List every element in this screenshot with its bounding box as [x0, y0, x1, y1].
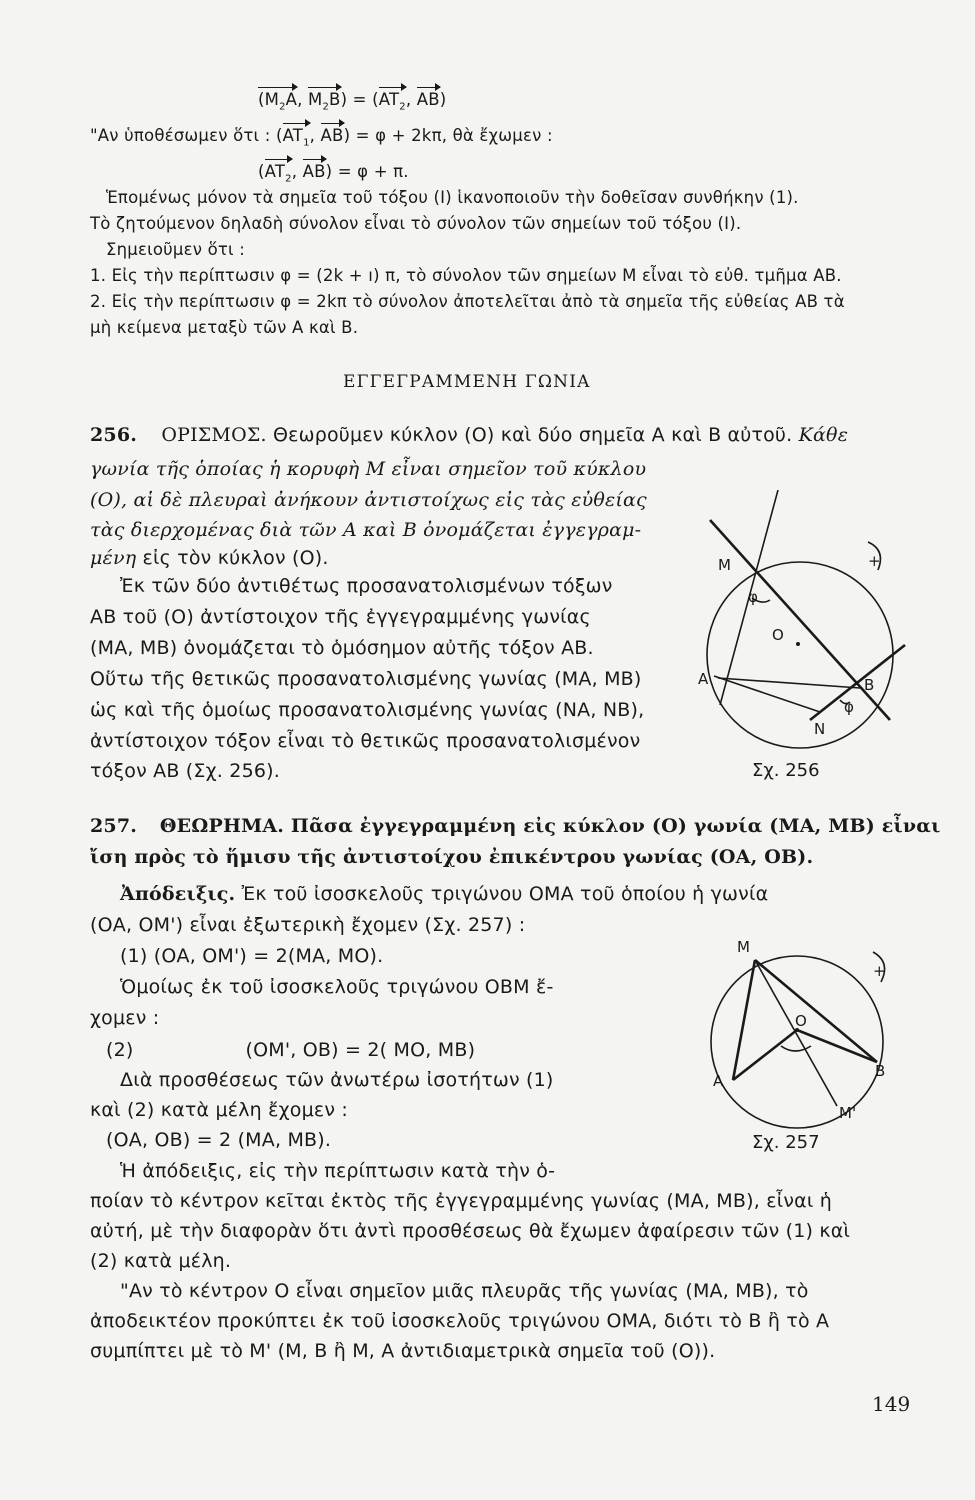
- figure-256-line-mb: [710, 520, 890, 720]
- vector-ab-2: AB: [320, 126, 344, 145]
- vector-m2b: $M_2B$: [308, 90, 341, 113]
- figure-257-line-mm: [755, 960, 837, 1106]
- section-257-proof-1: Ἀπόδειξις. Ἐκ τοῦ ἰσοσκελοῦς τριγώνου ΟΜΑ τοῦ ὁποίου ἡ γωνία: [120, 883, 769, 905]
- page-number: 149: [872, 1392, 911, 1416]
- section-256-line-9: Οὕτω τῆς θετικῶς προσανατολισμένης γωνίας (ΜΑ, ΜΒ): [90, 668, 642, 690]
- section-257-proof-8: ποίαν τὸ κέντρον κεῖται ἐκτὸς τῆς ἐγγεγραμμένης γωνίας (ΜΑ, ΜΒ), εἶναι ἡ: [90, 1190, 832, 1212]
- figure-256-line-ab: [718, 678, 860, 688]
- figure-256: [690, 490, 910, 780]
- figure-257-caption: Σχ. 257: [752, 1132, 820, 1153]
- vector-ab: AB: [416, 90, 440, 109]
- figure-257: [705, 930, 905, 1160]
- intro-para-3: Σημειοῦμεν ὅτι :: [106, 240, 246, 259]
- intro-para-1: Ἑπομένως μόνον τὰ σημεῖα τοῦ τόξου (Ι) ἱκανοποιοῦν τὴν δοθεῖσαν συνθήκην (1).: [106, 188, 799, 207]
- vector-m2a: ($M_2A$: [258, 90, 298, 113]
- vector-at2-b: $AT_2$: [264, 162, 292, 185]
- figure-256-line-nb: [810, 645, 905, 720]
- figure-256-label-a: Α: [698, 670, 709, 688]
- figure-256-label-b: Β: [864, 676, 875, 694]
- section-256-line-8: (ΜΑ, ΜΒ) ὀνομάζεται τὸ ὁμόσημον αὐτῆς τόξον ΑΒ.: [90, 637, 594, 659]
- figure-256-circle: [707, 562, 893, 748]
- intro-result-line: ($AT_2$, AB) = φ + π.: [258, 162, 409, 185]
- section-256-line-12: τόξον ΑΒ (Σχ. 256).: [90, 760, 280, 782]
- intro-case-2: 2. Εἰς τὴν περίπτωσιν φ = 2kπ τὸ σύνολον ἀποτελεῖται ἀπὸ τὰ σημεῖα τῆς εὐθείας ΑΒ τὰ: [90, 292, 845, 311]
- intro-para-2: Τὸ ζητούμενον δηλαδὴ σύνολον εἶναι τὸ σύνολον τῶν σημείων τοῦ τόξου (Ι).: [90, 214, 742, 233]
- section-256-line-6: Ἐκ τῶν δύο ἀντιθέτως προσανατολισμένων τόξων: [120, 575, 613, 597]
- section-256-line-1: 256. ΟΡΙΣΜΟΣ. Θεωροῦμεν κύκλον (Ο) καὶ δύο σημεῖα Α καὶ Β αὐτοῦ. Κάθε: [90, 424, 849, 446]
- figure-257-line-ma: [733, 960, 755, 1080]
- figure-257-label-m: Μ: [737, 938, 750, 956]
- section-256-number: 256.: [90, 424, 138, 446]
- section-256-line-3: (Ο), αἱ δὲ πλευραὶ ἀνήκουν ἀντιστοίχως εἰς τὰς εὐθείας: [90, 489, 647, 511]
- section-257-line-1: 257. ΘΕΩΡΗΜΑ. Πᾶσα ἐγγεγραμμένη εἰς κύκλον (Ο) γωνία (ΜΑ, ΜΒ) εἶναι: [90, 815, 941, 837]
- figure-257-label-mprime: Μ': [839, 1104, 857, 1122]
- figure-257-circle: [711, 956, 886, 1128]
- section-256-line-7: ΑΒ τοῦ (Ο) ἀντίστοιχον τῆς ἐγγεγραμμένης γωνίας: [90, 606, 591, 628]
- figure-256-label-phi-1: φ: [748, 588, 758, 606]
- section-257-number: 257.: [90, 815, 138, 837]
- figure-257-label-o: Ο: [795, 1012, 807, 1030]
- figure-256-label-n: Ν: [814, 720, 826, 738]
- section-256-label: ΟΡΙΣΜΟΣ.: [161, 424, 267, 446]
- section-256-line-5: μένη εἰς τὸν κύκλον (Ο).: [90, 547, 329, 569]
- section-256-line-10: ὡς καὶ τῆς ὁμοίως προσανατολισμένης γωνίας (ΝΑ, ΝΒ),: [90, 699, 645, 721]
- figure-257-label-a: Α: [713, 1072, 724, 1090]
- section-256-line-2: γωνία τῆς ὁποίας ἡ κορυφὴ Μ εἶναι σημεῖον τοῦ κύκλου: [90, 458, 647, 480]
- vector-ab-3: AB: [302, 162, 326, 181]
- intro-case-2-cont: μὴ κείμενα μεταξὺ τῶν Α καὶ Β.: [90, 318, 359, 337]
- section-257-proof-4: χομεν :: [90, 1007, 160, 1029]
- vector-equation-1: ($M_2A$, $M_2B) = (AT_2$, AB): [258, 90, 447, 113]
- section-257-proof-10: (2) κατὰ μέλη.: [90, 1250, 232, 1272]
- section-257-proof-11: "Αν τὸ κέντρον Ο εἶναι σημεῖον μιᾶς πλευρᾶς τῆς γωνίας (ΜΑ, ΜΒ), τὸ: [120, 1280, 809, 1302]
- vector-at2: $AT_2$: [378, 90, 406, 113]
- section-257-proof-7: Ἡ ἀπόδειξις, εἰς τὴν περίπτωσιν κατὰ τὴν ὁ-: [120, 1160, 556, 1182]
- section-257-proof-12: ἀποδεικτέον προκύπτει ἐκ τοῦ ἰσοσκελοῦς τριγώνου ΟΜΑ, διότι τὸ Β ἢ τὸ Α: [90, 1310, 830, 1332]
- section-257-proof-9: αὐτή, μὲ τὴν διαφορὰν ὅτι ἀντὶ προσθέσεως θὰ ἔχωμεν ἀφαίρεσιν τῶν (1) καὶ: [90, 1220, 851, 1242]
- section-257-proof-2: (ΟΑ, ΟΜ') εἶναι ἐξωτερικὴ ἔχομεν (Σχ. 257) :: [90, 914, 526, 936]
- section-257-proof-13: συμπίπτει μὲ τὸ Μ' (Μ, Β ἢ Μ, Α ἀντιδιαμετρικὰ σημεῖα τοῦ (Ο)).: [90, 1340, 716, 1362]
- section-256-line-11: ἀντίστοιχον τόξον εἶναι τὸ θετικῶς προσανατολισμένον: [90, 730, 641, 752]
- figure-257-label-plus: +: [873, 962, 886, 980]
- section-257-label: ΘΕΩΡΗΜΑ.: [159, 815, 285, 837]
- figure-256-label-phi-2: φ: [844, 698, 854, 716]
- intro-case-1: 1. Εἰς τὴν περίπτωσιν φ = (2k + ı) π, τὸ σύνολον τῶν σημείων Μ εἶναι τὸ εὐθ. τμῆμα ΑΒ.: [90, 266, 842, 285]
- figure-256-caption: Σχ. 256: [752, 760, 820, 781]
- figure-257-label-b: Β: [875, 1062, 886, 1080]
- figure-256-center-dot: [796, 642, 800, 646]
- vector-at1: $AT_1$: [282, 126, 310, 149]
- figure-257-line-mb: [755, 960, 877, 1062]
- section-257-eq-2: (2) (ΟΜ', ΟΒ) = 2( ΜΟ, ΜΒ): [106, 1039, 476, 1061]
- section-257-proof-6: καὶ (2) κατὰ μέλη ἔχομεν :: [90, 1099, 349, 1121]
- figure-256-label-o: Ο: [772, 626, 784, 644]
- figure-257-line-oa: [733, 1030, 797, 1080]
- section-257-eq-1: (1) (ΟΑ, ΟΜ') = 2(ΜΑ, ΜΟ).: [120, 945, 384, 967]
- figure-256-label-plus: +: [868, 552, 881, 570]
- section-257-eq-3: (ΟΑ, ΟΒ) = 2 (ΜΑ, ΜΒ).: [106, 1129, 332, 1151]
- section-257-line-2: ἴση πρὸς τὸ ἥμισυ τῆς ἀντιστοίχου ἐπικέντρου γωνίας (ΟΑ, ΟΒ).: [90, 846, 814, 868]
- intro-assumption-line: "Αν ὑποθέσωμεν ὅτι : ($AT_1$, AB) = φ + 2kπ, θὰ ἔχωμεν :: [90, 126, 553, 149]
- section-title: ΕΓΓΕΓΡΑΜΜΕΝΗ ΓΩΝΙΑ: [343, 372, 591, 392]
- section-257-proof-5: Διὰ προσθέσεως τῶν ἀνωτέρω ἰσοτήτων (1): [120, 1069, 554, 1091]
- figure-256-label-m: Μ: [718, 556, 731, 574]
- section-256-line-4: τὰς διερχομένας διὰ τῶν Α καὶ Β ὀνομάζεται ἐγγεγραμ-: [90, 519, 642, 541]
- section-257-proof-3: Ὁμοίως ἐκ τοῦ ἰσοσκελοῦς τριγώνου ΟΒΜ ἔ-: [120, 976, 554, 998]
